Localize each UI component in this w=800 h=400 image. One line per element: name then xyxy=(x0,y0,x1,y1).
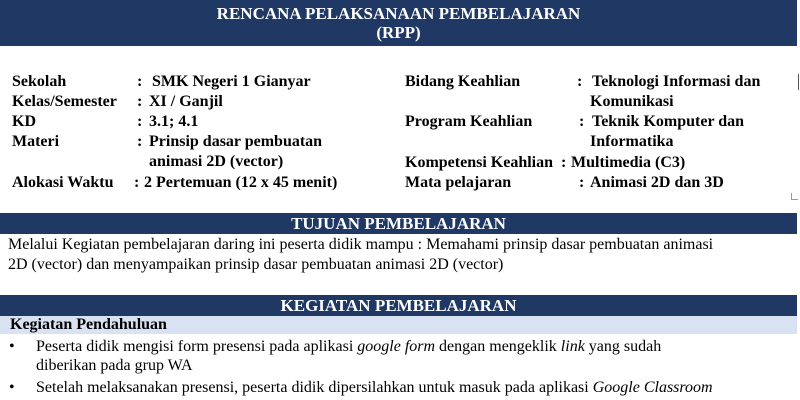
info-value-continued: Komunikasi xyxy=(590,93,674,110)
info-label: KD xyxy=(12,113,36,130)
info-separator: : xyxy=(137,73,143,90)
info-label: Sekolah xyxy=(12,73,67,90)
info-value: SMK Negeri 1 Gianyar xyxy=(152,73,311,90)
document-title-band xyxy=(0,0,797,46)
document-title: RENCANA PELAKSANAAN PEMBELAJARAN xyxy=(216,4,581,23)
document-subtitle: (RPP) xyxy=(376,23,421,42)
info-label: Alokasi Waktu xyxy=(12,174,114,191)
bullet-text: yang sudah xyxy=(584,338,662,355)
info-label: Program Keahlian xyxy=(405,113,533,130)
info-separator: : xyxy=(137,93,143,110)
bullet-marker: • xyxy=(9,338,15,355)
info-value: 3.1; 4.1 xyxy=(149,113,199,130)
info-label: Materi xyxy=(12,133,60,150)
info-value: Teknologi Informasi dan xyxy=(592,73,761,90)
info-value: Teknik Komputer dan xyxy=(592,113,745,130)
bullet-text: dengan mengeklik xyxy=(435,338,561,355)
margin-marker xyxy=(798,74,799,90)
bullet-emphasis: link xyxy=(560,338,585,355)
info-value-continued: animasi 2D (vector) xyxy=(149,153,284,170)
tujuan-paragraph-line1: Melalui Kegiatan pembelajaran daring ini peserta didik mampu : Memahami prinsip dasar pembuatan animasi xyxy=(8,236,714,253)
info-value: XI / Ganjil xyxy=(149,93,223,110)
crop-mark xyxy=(791,193,798,200)
bullet-marker: • xyxy=(9,379,15,396)
info-value-continued: Informatika xyxy=(590,133,674,150)
bullet-text: Peserta didik mengisi form presensi pada aplikasi xyxy=(36,338,358,355)
info-separator: : xyxy=(579,174,585,191)
kegiatan-heading: KEGIATAN PEMBELAJARAN xyxy=(0,295,797,316)
info-label: Kompetensi Keahlian xyxy=(405,154,554,171)
info-separator: : xyxy=(579,113,585,130)
kegiatan-subheading: Kegiatan Pendahuluan xyxy=(0,316,797,334)
bullet-emphasis: Google Classroom xyxy=(592,379,713,396)
info-separator: : xyxy=(577,73,583,90)
info-label: Mata pelajaran xyxy=(405,174,512,191)
info-value: Multimedia (C3) xyxy=(571,154,686,171)
tujuan-paragraph-line2: 2D (vector) dan menyampaikan prinsip dasar pembuatan animasi 2D (vector) xyxy=(8,256,504,273)
info-value: 2 Pertemuan (12 x 45 menit) xyxy=(144,174,338,191)
tujuan-heading: TUJUAN PEMBELAJARAN xyxy=(0,213,797,234)
info-value: Prinsip dasar pembuatan xyxy=(149,133,323,150)
info-separator: : xyxy=(561,154,567,171)
info-label: Kelas/Semester xyxy=(12,93,117,110)
bullet-item-2 xyxy=(36,378,713,397)
info-separator: : xyxy=(134,174,140,191)
bullet-item-1-continued: diberikan pada grup WA xyxy=(36,357,193,374)
bullet-item-1 xyxy=(36,337,661,356)
bullet-emphasis: google form xyxy=(357,338,436,355)
info-separator: : xyxy=(137,133,143,150)
info-label: Bidang Keahlian xyxy=(405,73,521,90)
info-separator: : xyxy=(137,113,143,130)
bullet-text: Setelah melaksanakan presensi, peserta didik dipersilahkan untuk masuk pada aplikasi xyxy=(36,379,593,396)
info-value: Animasi 2D dan 3D xyxy=(590,174,724,191)
